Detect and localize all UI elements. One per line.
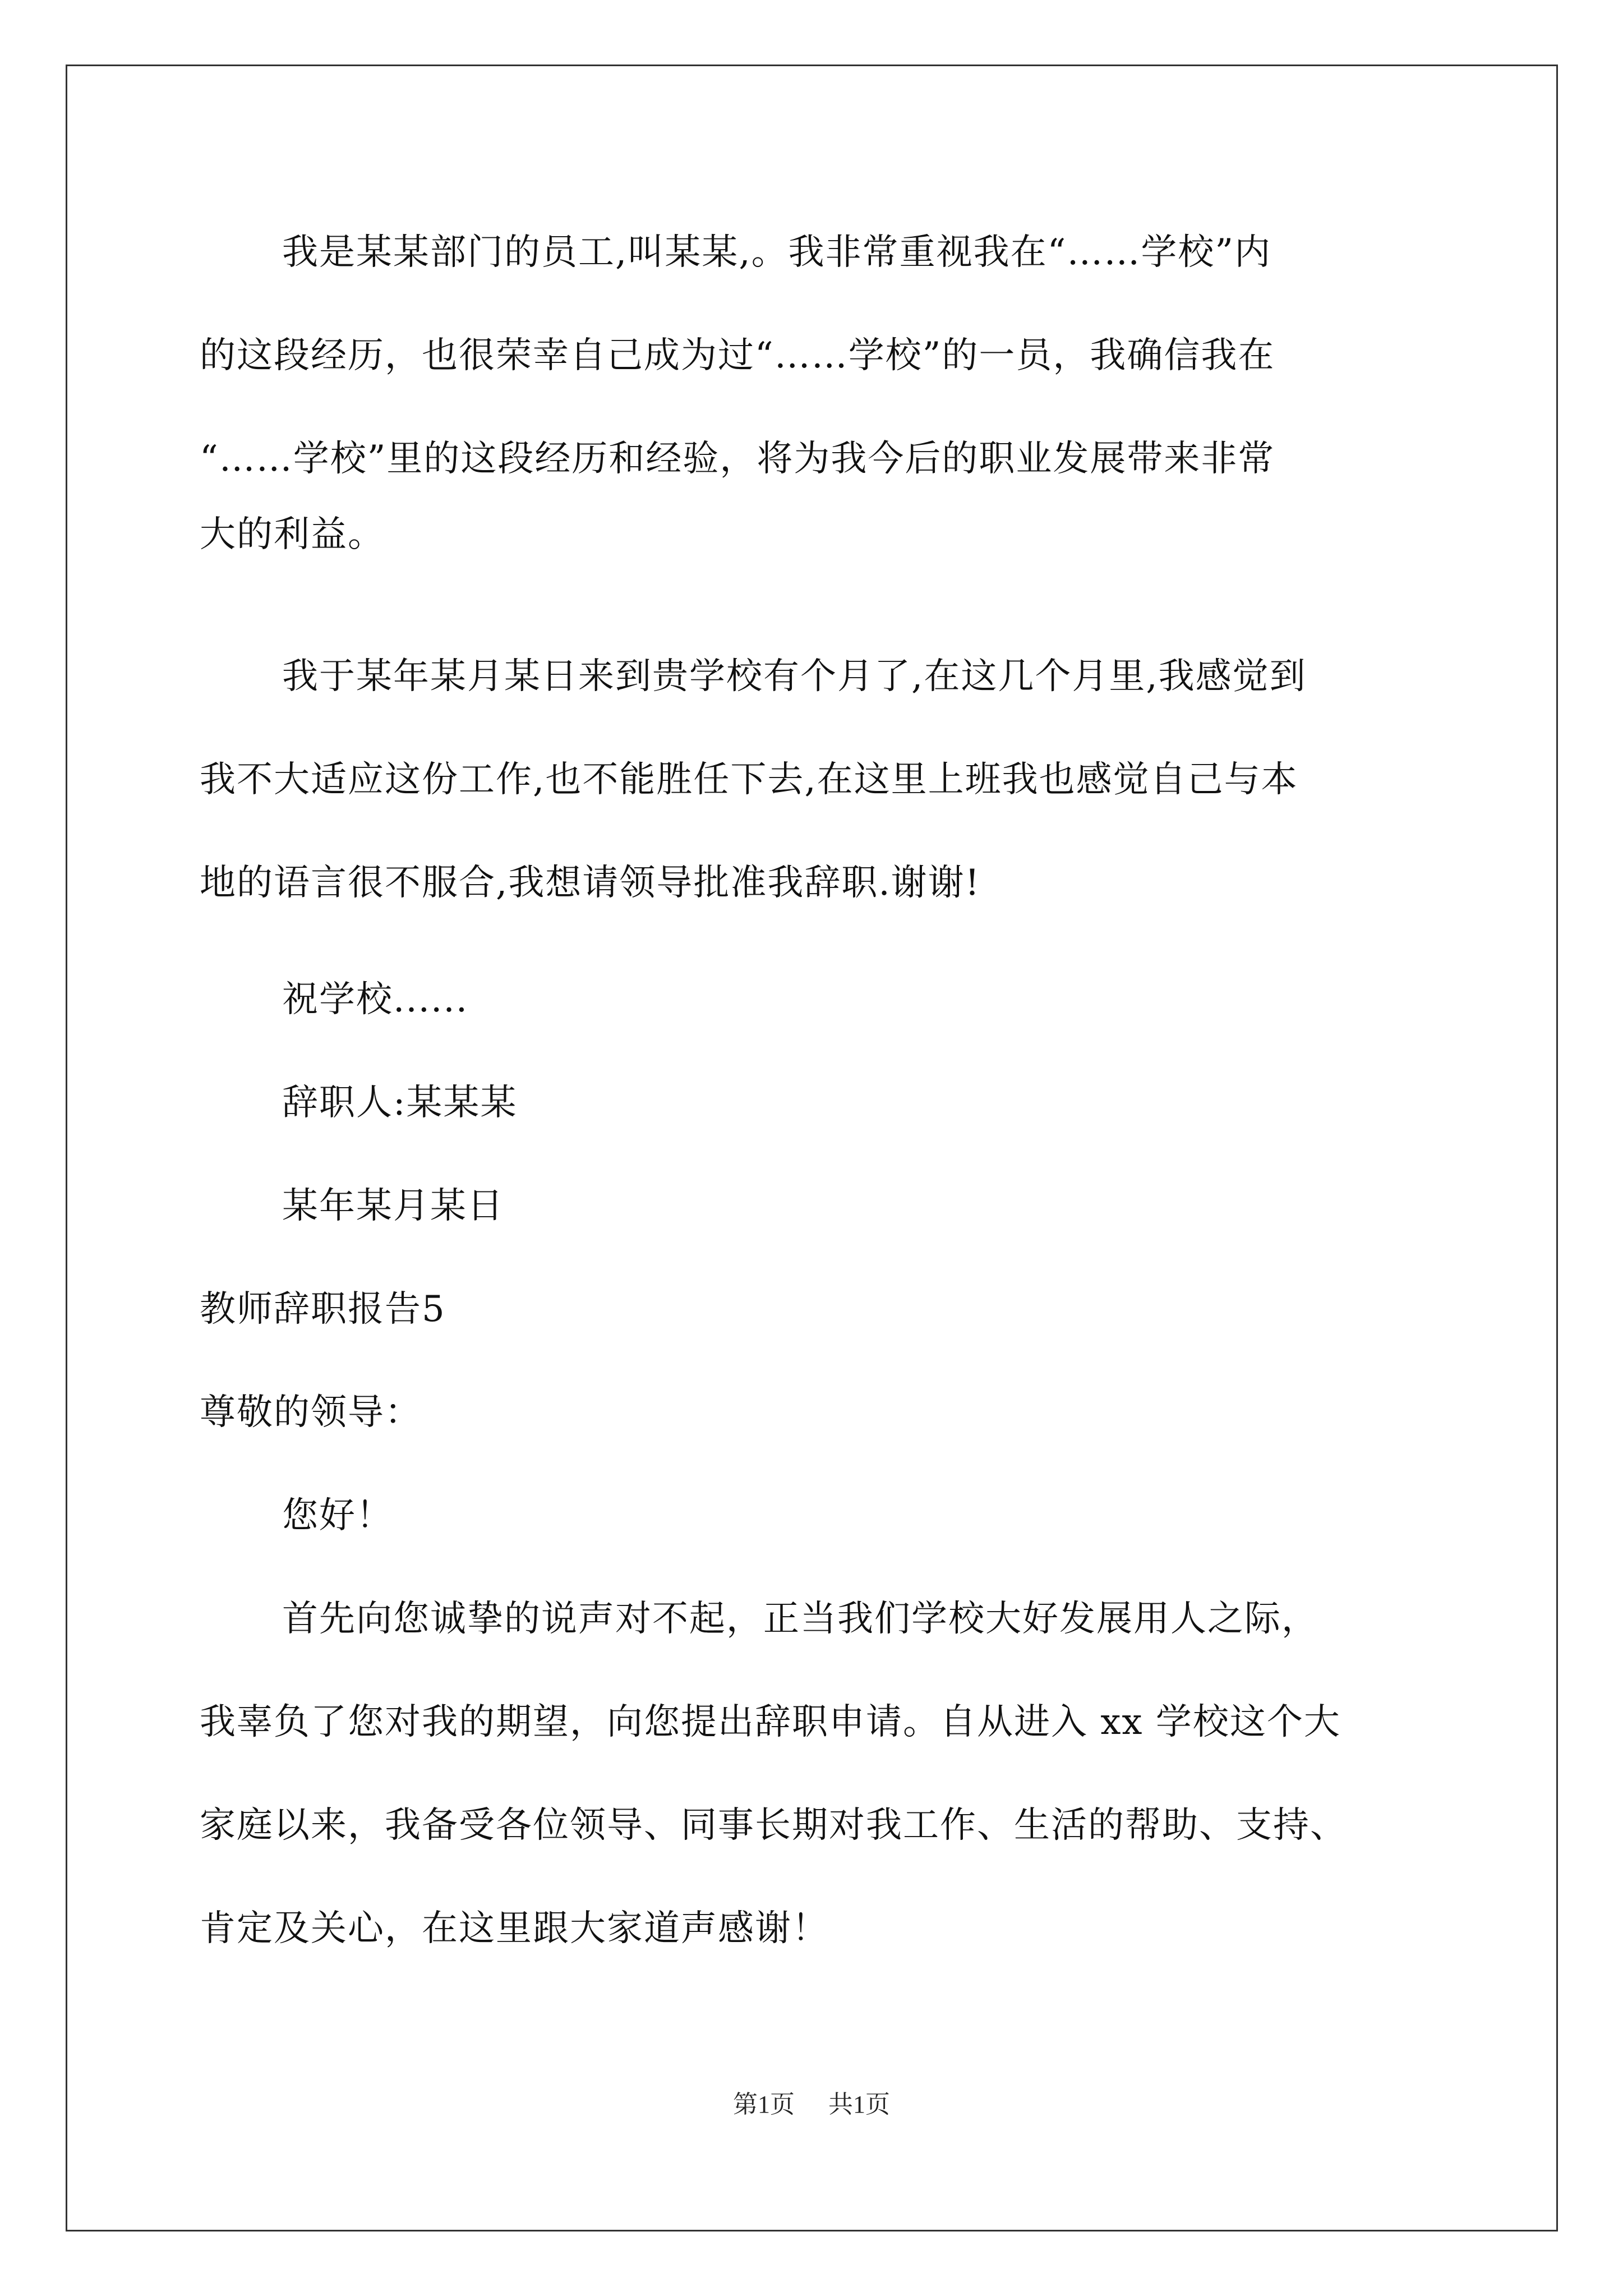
page-number-current: 第1页 [733, 2091, 795, 2118]
section-title: 教师辞职报告5 [200, 1289, 446, 1330]
paragraph-line: 家庭以来，我备受各位领导、同事长期对我工作、生活的帮助、支持、 [200, 1805, 1347, 1846]
salutation: 尊敬的领导： [200, 1392, 422, 1433]
paragraph-line: 的这段经历，也很荣幸自己成为过“……学校”的一员，我确信我在 [200, 335, 1275, 376]
paragraph-line: 首先向您诚挚的说声对不起，正当我们学校大好发展用人之际， [282, 1598, 1318, 1640]
paragraph-line: “……学校”里的这段经历和经验，将为我今后的职业发展带来非常 [200, 438, 1275, 480]
closing-wish: 祝学校...... [282, 979, 469, 1020]
paragraph-line: 我于某年某月某日来到贵学校有个月了,在这几个月里,我感觉到 [282, 656, 1307, 697]
paragraph-line: 我是某某部门的员工,叫某某,。我非常重视我在“……学校”内 [282, 232, 1272, 273]
page-footer [0, 2092, 1623, 2117]
paragraph-line: 肯定及关心，在这里跟大家道声感谢！ [200, 1908, 829, 1949]
paragraph-line: 我不大适应这份工作,也不能胜任下去,在这里上班我也感觉自己与本 [200, 759, 1298, 800]
page-frame [66, 65, 1558, 2231]
signature-line: 辞职人:某某某 [282, 1082, 518, 1124]
page-number-total: 共1页 [828, 2091, 890, 2118]
date-line: 某年某月某日 [282, 1185, 504, 1227]
paragraph-line: 地的语言很不服合,我想请领导批准我辞职.谢谢! [200, 862, 981, 904]
paragraph-line: 大的利益。 [200, 514, 385, 555]
greeting: 您好！ [282, 1495, 393, 1536]
paragraph-line: 我辜负了您对我的期望，向您提出辞职申请。自从进入 xx 学校这个大 [200, 1701, 1341, 1743]
